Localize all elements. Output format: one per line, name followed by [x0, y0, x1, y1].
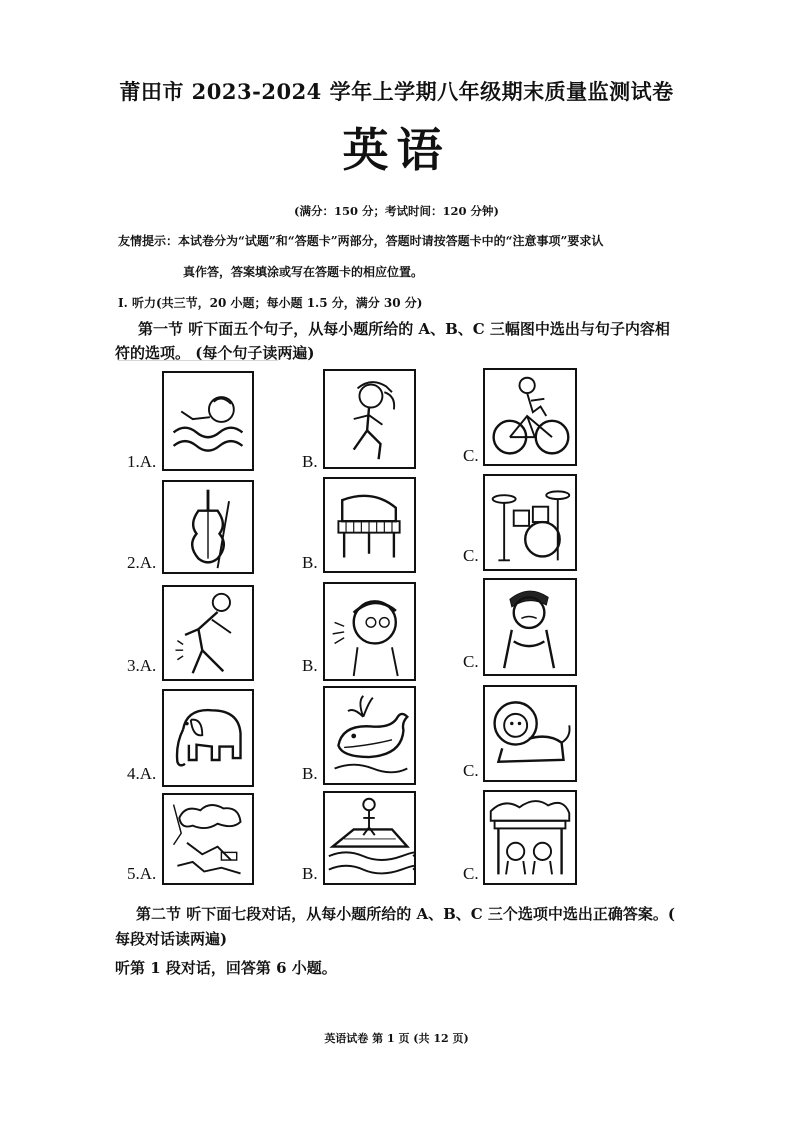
drums-icon[interactable] — [483, 474, 577, 571]
page-footer: 英语试卷 第 1 页 (共 12 页) — [324, 1032, 469, 1045]
tip-line-2: 真作答，答案填涂或写在答题卡的相应位置。 — [183, 265, 424, 279]
tip-line-1: 友情提示：本试卷分为“试题”和“答题卡”两部分，答题时请按答题卡中的“注意事项”要求认 — [118, 234, 604, 248]
violin-icon[interactable] — [162, 480, 254, 574]
stomachache-icon[interactable] — [483, 578, 577, 676]
question-2-c-label: C. — [463, 546, 479, 565]
storm-icon[interactable] — [162, 793, 254, 885]
cycling-icon[interactable] — [483, 368, 577, 466]
swimming-icon[interactable] — [162, 371, 254, 471]
question-3-b-label: B. — [302, 656, 318, 675]
part-2-instruction-line-1: 第二节 听下面七段对话，从每小题所给的 A、B、C 三个选项中选出正确答案。( — [136, 905, 676, 923]
backache-icon[interactable] — [162, 585, 254, 681]
part-1-instruction-line-1: 第一节 听下面五个句子，从每小题所给的 A、B、C 三幅图中选出与句子内容相 — [138, 320, 670, 338]
question-5-a-label: 5.A. — [127, 864, 157, 883]
question-2-b-label: B. — [302, 553, 318, 572]
question-3-a-label: 3.A. — [127, 656, 157, 675]
running-icon[interactable] — [323, 369, 416, 469]
section-1-title: I. 听力(共三节，20 小题；每小题 1.5 分，满分 30 分) — [118, 296, 423, 310]
question-1-a-label: 1.A. — [127, 452, 157, 471]
exam-meta: (满分：150 分；考试时间：120 分钟) — [294, 204, 499, 218]
faded-text-residue — [118, 360, 278, 367]
question-5-b-label: B. — [302, 864, 318, 883]
question-4-a-label: 4.A. — [127, 764, 157, 783]
whale-icon[interactable] — [323, 686, 416, 785]
question-4-c-label: C. — [463, 761, 479, 780]
part-2-instruction-line-2: 每段对话读两遍) — [115, 930, 228, 948]
question-3-c-label: C. — [463, 652, 479, 671]
sneezing-icon[interactable] — [323, 582, 416, 681]
exam-title: 莆田市 2023-2024 学年上学期八年级期末质量监测试卷 — [119, 79, 674, 104]
elephant-icon[interactable] — [162, 689, 254, 787]
lion-icon[interactable] — [483, 685, 577, 782]
piano-icon[interactable] — [323, 477, 416, 573]
dialogue-1-prompt: 听第 1 段对话，回答第 6 小题。 — [115, 959, 337, 977]
question-1-c-label: C. — [463, 446, 479, 465]
question-2-a-label: 2.A. — [127, 553, 157, 572]
subject-title: 英语 — [342, 123, 451, 177]
question-1-b-label: B. — [302, 452, 318, 471]
question-5-c-label: C. — [463, 864, 479, 883]
flood-icon[interactable] — [323, 791, 416, 885]
part-1-instruction-line-2: 符的选项。 (每个句子读两遍) — [115, 344, 315, 362]
question-4-b-label: B. — [302, 764, 318, 783]
earthquake-shelter-icon[interactable] — [483, 790, 577, 885]
